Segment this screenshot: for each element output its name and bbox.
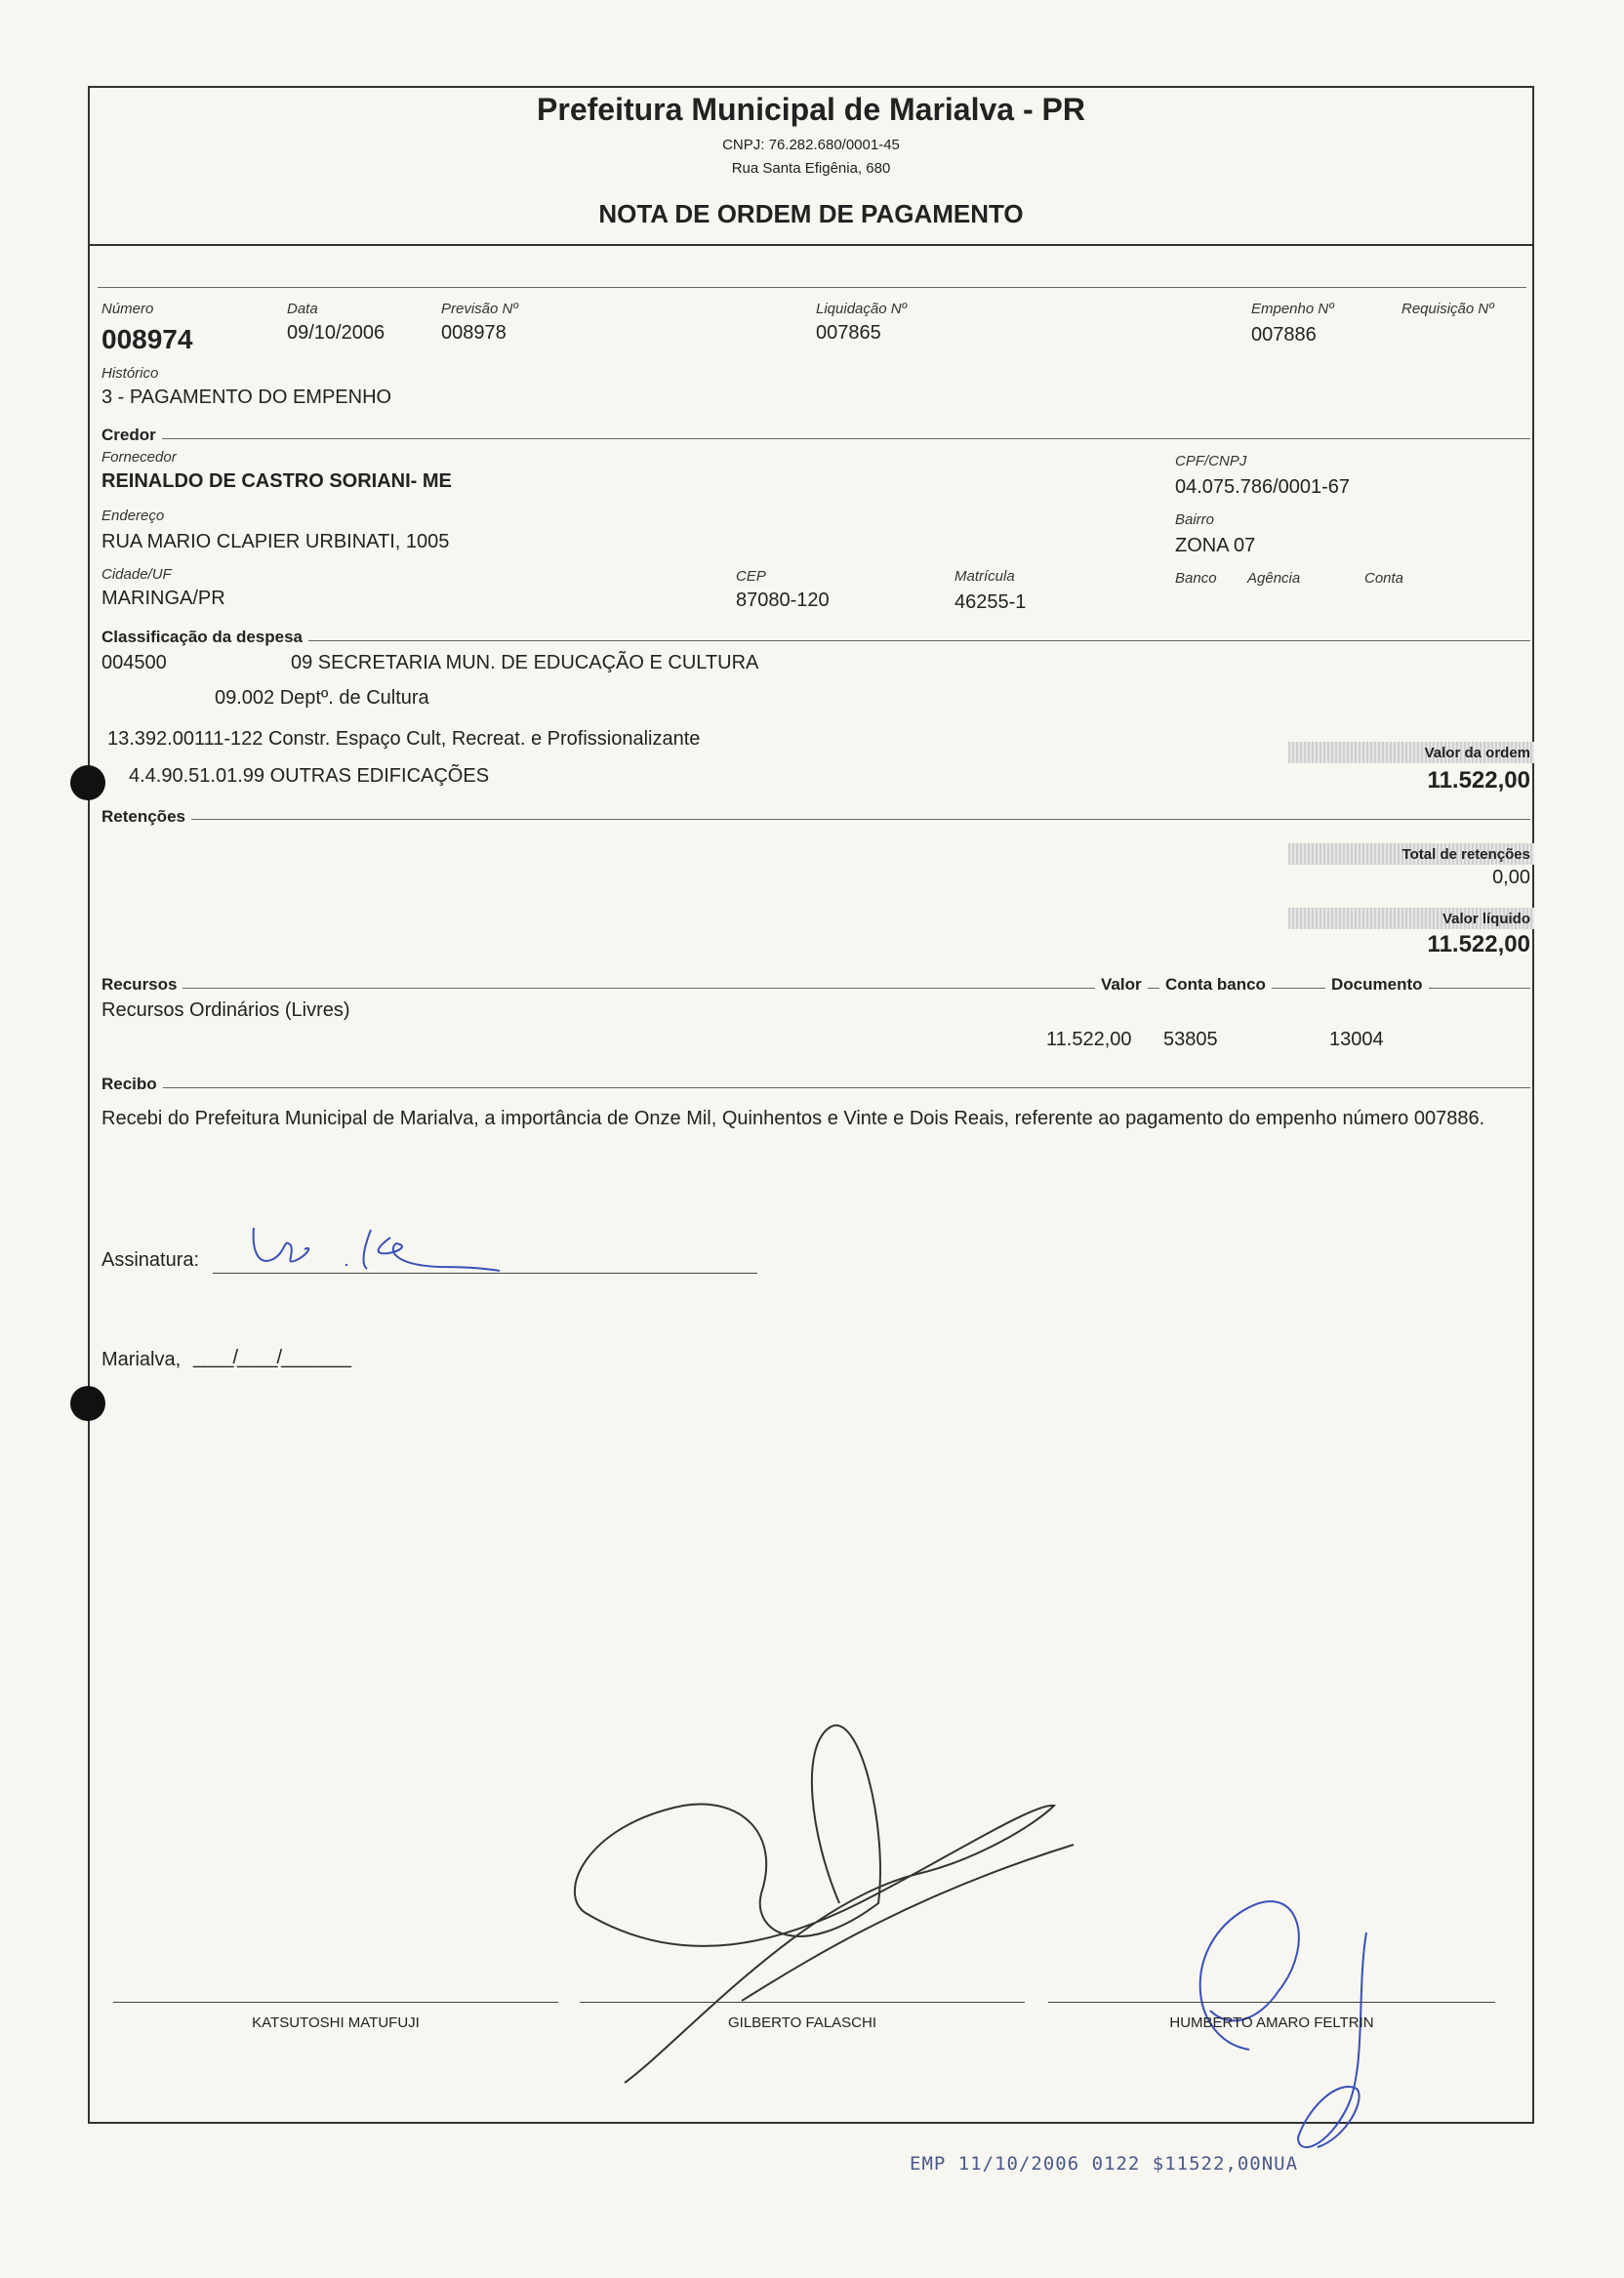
secretaria-text: 09 SECRETARIA MUN. DE EDUCAÇÃO E CULTURA — [291, 652, 759, 673]
retencoes-section: Retenções — [102, 807, 191, 827]
data-label: Data — [287, 301, 318, 317]
programa-text: 13.392.00111-122 Constr. Espaço Cult, Recreat. e Profissionalizante — [107, 728, 701, 750]
credor-rule — [102, 438, 1530, 439]
recibo-signature — [244, 1210, 517, 1279]
matricula-value: 46255-1 — [954, 591, 1027, 613]
signatory-2: GILBERTO FALASCHI — [728, 2014, 876, 2031]
recursos-documento: 13004 — [1329, 1029, 1384, 1050]
header-divider — [88, 244, 1534, 246]
endereco-label: Endereço — [102, 508, 165, 524]
assinatura-label: Assinatura: — [102, 1249, 200, 1271]
punch-hole-top — [70, 765, 105, 800]
signatory-line-1 — [113, 2002, 558, 2003]
payment-stamp: EMP 11/10/2006 0122 $11522,00NUA — [910, 2153, 1299, 2175]
data-value: 09/10/2006 — [287, 322, 386, 344]
top-divider — [98, 287, 1526, 288]
classificacao-rule — [102, 640, 1530, 641]
liquidacao-label: Liquidação Nº — [816, 301, 908, 317]
empenho-value: 007886 — [1251, 324, 1317, 346]
signatory-1: KATSUTOSHI MATUFUJI — [252, 2014, 420, 2031]
total-retencoes-label: Total de retenções — [1401, 846, 1530, 863]
valor-ordem-value: 11.522,00 — [1427, 767, 1530, 793]
requisicao-label: Requisição Nº — [1401, 301, 1494, 317]
valor-ordem-label: Valor da ordem — [1424, 745, 1530, 761]
previsao-label: Previsão Nº — [441, 301, 518, 317]
elemento-text: 4.4.90.51.01.99 OUTRAS EDIFICAÇÕES — [129, 765, 490, 787]
signatory-line-3 — [1048, 2002, 1495, 2003]
recibo-section: Recibo — [102, 1075, 163, 1094]
signatory-line-2 — [580, 2002, 1025, 2003]
classificacao-code: 004500 — [102, 652, 167, 673]
empenho-label: Empenho Nº — [1251, 301, 1334, 317]
endereco-value: RUA MARIO CLAPIER URBINATI, 1005 — [102, 531, 450, 552]
signatory-3: HUMBERTO AMARO FELTRIN — [1169, 2014, 1374, 2031]
official-signature-2 — [1152, 1854, 1405, 2167]
historico-value: 3 - PAGAMENTO DO EMPENHO — [102, 386, 392, 408]
historico-label: Histórico — [102, 365, 159, 382]
agencia-label: Agência — [1247, 570, 1301, 587]
cidade-value: MARINGA/PR — [102, 588, 225, 609]
cpf-label: CPF/CNPJ — [1175, 453, 1247, 469]
cpf-value: 04.075.786/0001-67 — [1175, 476, 1351, 498]
recursos-valor: 11.522,00 — [1046, 1029, 1132, 1050]
recursos-valor-label: Valor — [1095, 975, 1148, 995]
recursos-documento-label: Documento — [1325, 975, 1429, 995]
valor-liquido-value: 11.522,00 — [1427, 931, 1530, 957]
dept-text: 09.002 Deptº. de Cultura — [215, 687, 429, 709]
fornecedor-value: REINALDO DE CASTRO SORIANI- ME — [102, 470, 452, 492]
recursos-rule — [102, 988, 1530, 989]
recursos-conta-label: Conta banco — [1159, 975, 1272, 995]
valor-liquido-label: Valor líquido — [1441, 911, 1530, 927]
document-title: NOTA DE ORDEM DE PAGAMENTO — [598, 199, 1024, 228]
matricula-label: Matrícula — [954, 568, 1015, 585]
official-signature-1 — [566, 1708, 1113, 2118]
classificacao-section: Classificação da despesa — [102, 628, 308, 647]
banco-label: Banco — [1175, 570, 1217, 587]
date-blanks: ____/____/_______ — [193, 1347, 350, 1368]
previsao-value: 008978 — [441, 322, 507, 344]
liquidacao-value: 007865 — [816, 322, 881, 344]
numero-label: Número — [102, 301, 154, 317]
retencoes-rule — [102, 819, 1530, 820]
credor-section: Credor — [102, 426, 162, 445]
recursos-fonte: Recursos Ordinários (Livres) — [102, 999, 350, 1021]
address-text: Rua Santa Efigênia, 680 — [731, 160, 891, 177]
punch-hole-bottom — [70, 1386, 105, 1421]
cep-value: 87080-120 — [736, 590, 830, 611]
bairro-value: ZONA 07 — [1175, 535, 1256, 556]
page-title: Prefeitura Municipal de Marialva - PR — [537, 92, 1085, 127]
recibo-rule — [102, 1087, 1530, 1088]
local-label: Marialva, — [102, 1349, 182, 1370]
recursos-section: Recursos — [102, 975, 183, 995]
conta-label: Conta — [1364, 570, 1404, 587]
total-retencoes-value: 0,00 — [1492, 867, 1530, 888]
fornecedor-label: Fornecedor — [102, 449, 177, 466]
cnpj-text: CNPJ: 76.282.680/0001-45 — [722, 137, 900, 153]
cep-label: CEP — [736, 568, 766, 585]
bairro-label: Bairro — [1175, 511, 1215, 528]
numero-value: 008974 — [102, 324, 193, 354]
recursos-conta: 53805 — [1163, 1029, 1218, 1050]
cidade-label: Cidade/UF — [102, 566, 172, 583]
recibo-text: Recebi do Prefeitura Municipal de Marialva, a importância de Onze Mil, Quinhentos e Vinte e Dois Reais, referente ao pagamento do empenho número 007886. — [102, 1108, 1485, 1129]
